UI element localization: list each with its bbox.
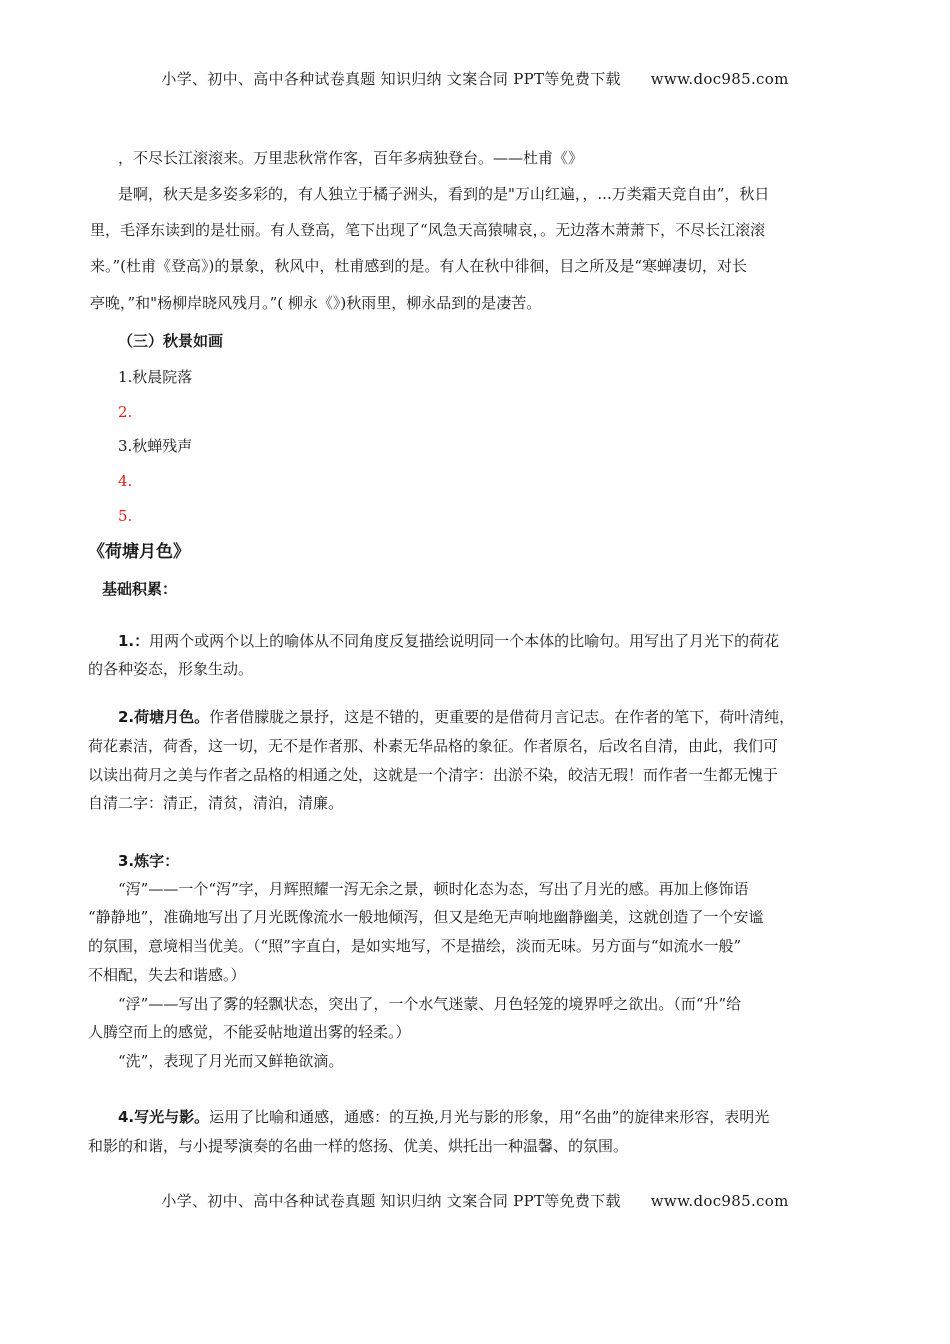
- intro-line: ，不尽长江滚滚来。万里悲秋常作客，百年多病独登台。——杜甫《》: [118, 149, 584, 167]
- p4-line-1: [118, 1107, 769, 1127]
- header-text: 小学、初中、高中各种试卷真题 知识归纳 文案合同 PPT等免费下载: [161, 70, 621, 88]
- p3-label: 3.炼字：: [118, 852, 180, 870]
- p2-label: 2.荷塘月色。: [118, 708, 210, 726]
- intro-para-line-3: 来。”(杜甫《登高》)的景象，秋风中，杜甫感到的是。有人在秋中徘徊，目之所及是“寒蝉凄切，对长: [90, 257, 748, 275]
- p2-line-2: 荷花素洁，荷香，这一切，无不是作者那、朴素无华品格的象征。作者原名，后改名自清，由此，我们可: [88, 737, 779, 755]
- p3-line-7: “洗”，表现了月光而又鲜艳欲滴。: [118, 1052, 344, 1070]
- section-item-3: 3.秋蝉残声: [118, 437, 193, 455]
- p3-line-5: “浮”——写出了雾的轻飘状态，突出了，一个水气迷蒙、月色轻笼的境界呼之欲出。（而“升”给: [118, 995, 742, 1013]
- page-header: [0, 68, 950, 89]
- p1-text: 用两个或两个以上的喻体从不同角度反复描绘说明同一个本体的比喻句。用写出了月光下的荷花: [149, 632, 780, 650]
- p2-line-1: [118, 707, 794, 727]
- p3-line-1: “泻”——一个“泻”字，月辉照耀一泻无余之景，顿时化态为态，写出了月光的感。再加上修饰语: [118, 880, 749, 898]
- p1-label: 1.：: [118, 632, 150, 650]
- footer-site-link[interactable]: www.doc985.com: [650, 1192, 789, 1210]
- p2-line-4: 自清二字：清正，清贫，清泊，清廉。: [88, 794, 344, 812]
- section-item-1: 1.秋晨院落: [118, 368, 193, 386]
- header-site-link[interactable]: www.doc985.com: [650, 70, 789, 88]
- p3-line-3: 的氛围，意境相当优美。（“照”字直白，是如实地写，不是描绘，淡而无味。另方面与“如流水一般”: [88, 937, 742, 955]
- p3-line-2: “静静地”，准确地写出了月光既像流水一般地倾泻，但又是绝无声响地幽静幽美，这就创造了一个安谧: [88, 908, 764, 926]
- section-heading: （三）秋景如画: [118, 332, 224, 350]
- intro-para-line-4: 亭晚，”和"杨柳岸晓风残月。”( 柳永《》)秋雨里，柳永品到的是凄苦。: [90, 294, 542, 312]
- p4-line-2: 和影的和谐，与小提琴演奏的名曲一样的悠扬、优美、烘托出一种温馨、的氛围。: [88, 1137, 629, 1155]
- p2-line-3: 以读出荷月之美与作者之品格的相通之处，这就是一个清字：出淤不染，皎洁无瑕！而作者一生都无愧于: [88, 766, 779, 784]
- lesson-title: 《荷塘月色》: [88, 542, 190, 562]
- p4-label: 4.写光与影。: [118, 1108, 210, 1126]
- lesson-subheading: 基础积累：: [102, 580, 178, 598]
- p3-line-4: 不相配，失去和谐感。）: [88, 966, 246, 984]
- p1-line-2: 的各种姿态，形象生动。: [88, 660, 254, 678]
- p4-text: 运用了比喻和通感，通感：的互换,月光与影的形象，用“名曲”的旋律来形容，表明光: [209, 1108, 770, 1126]
- intro-para-line-2: 里，毛泽东读到的是壮丽。有人登高，笔下出现了“风急天高猿啸哀，。无边落木萧萧下，不尽长江滚滚: [90, 221, 766, 239]
- p3-line-6: 人腾空而上的感觉，不能妥帖地道出雾的轻柔。）: [88, 1023, 411, 1041]
- section-item-5: 5.: [118, 507, 133, 525]
- section-item-2: 2.: [118, 403, 133, 421]
- p1-line-1: [118, 631, 779, 651]
- intro-para-line-1: 是啊，秋天是多姿多彩的，有人独立于橘子洲头，看到的是"万山红遍，，...万类霜天竞自由”，秋日: [118, 185, 770, 203]
- footer-text: 小学、初中、高中各种试卷真题 知识归纳 文案合同 PPT等免费下载: [161, 1192, 621, 1210]
- page-footer: [0, 1190, 950, 1211]
- section-item-4: 4.: [118, 472, 133, 490]
- p2-text: 作者借朦胧之景抒，这是不错的，更重要的是借荷月言记志。在作者的笔下，荷叶清纯，: [209, 708, 795, 726]
